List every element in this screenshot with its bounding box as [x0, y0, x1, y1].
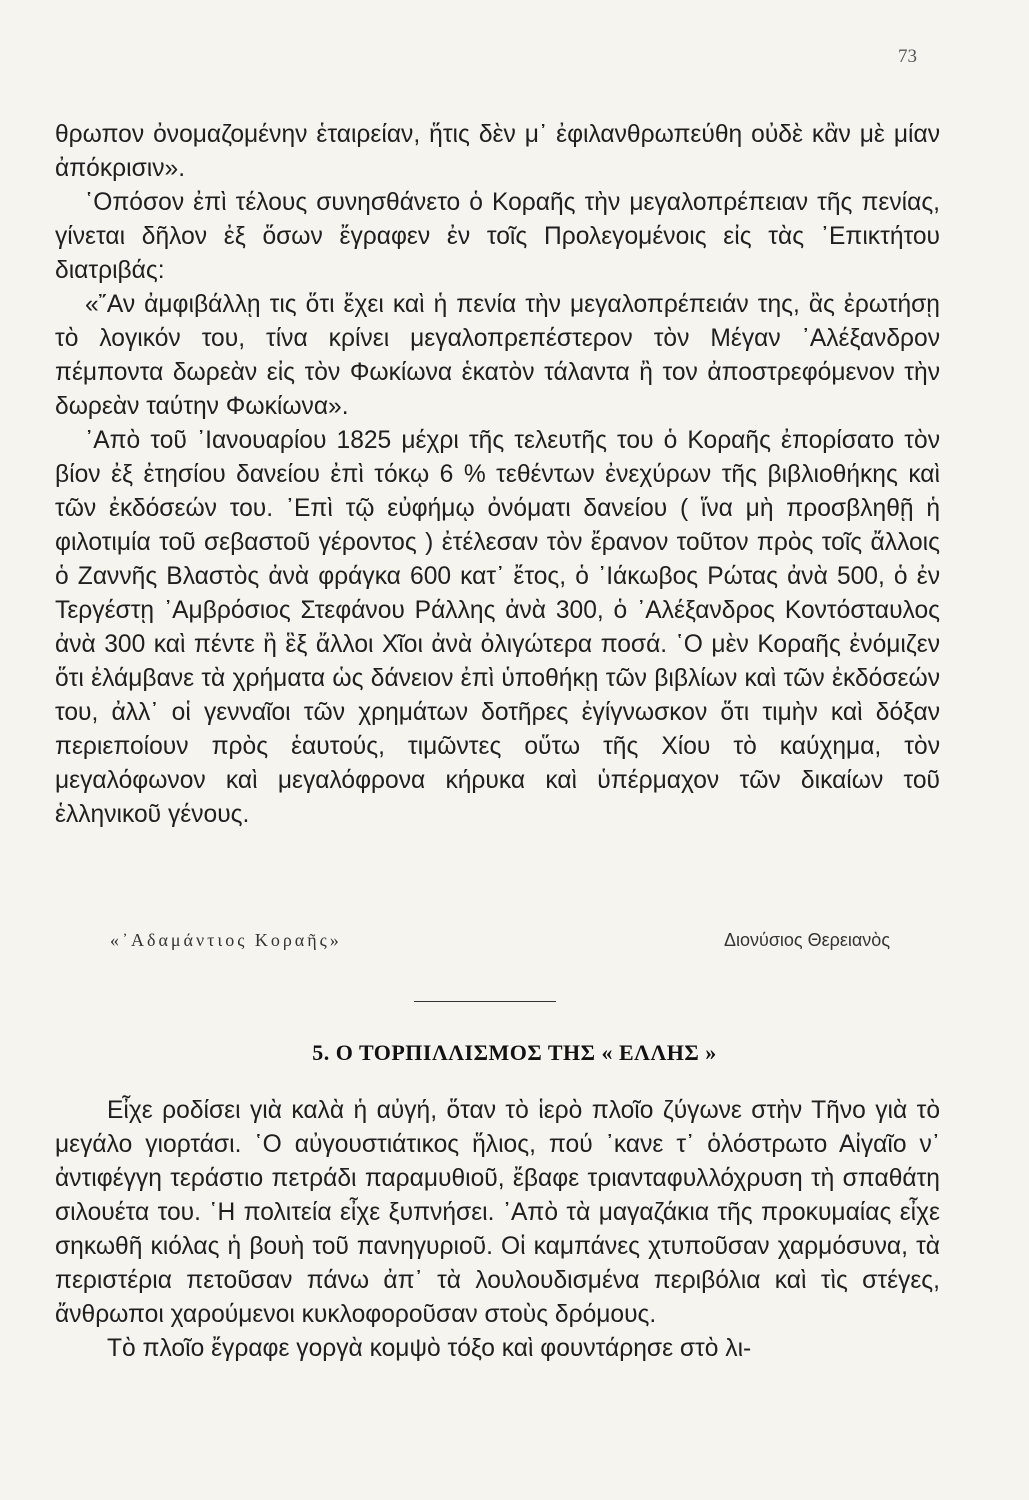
section-divider	[414, 1001, 556, 1002]
section1-body	[55, 118, 940, 832]
paragraph-continued: θρωπον ὀνομαζομένην ἑταιρείαν, ἥτις δὲν μ᾿ ἐφιλανθρωπεύθη οὐδὲ κἂν μὲ μίαν ἀπόκρισιν».	[55, 121, 940, 182]
signature-line	[110, 926, 890, 960]
section2-body	[55, 1094, 940, 1366]
paragraph-quote: «῎Αν ἀμφιβάλλῃ τις ὅτι ἔχει καὶ ἡ πενία τὴν μεγαλοπρέπειάν της, ἂς ἐρωτήσῃ τὸ λογικόν του, τίνα κρίνει μεγαλοπρεπέστερον τὸν Μέγαν ᾿Αλέξανδρον πέμποντα δωρεὰν εἰς τὸν Φωκίωνα ἑκατὸν τάλαντα ἢ τον ἀποστρεφόμενον τὴν δωρεὰν ταύτην Φωκίωνα».	[55, 291, 940, 420]
page-number: 73	[898, 46, 917, 67]
author-name: Διονύσιος Θερειανὸς	[723, 930, 890, 950]
section-title: 5. Ο ΤΟΡΠΙΛΛΙΣΜΟΣ ΤΗΣ « ΕΛΛΗΣ »	[312, 1040, 717, 1065]
paragraph-dawn: Εἶχε ροδίσει γιὰ καλὰ ἡ αὐγή, ὅταν τὸ ἱερὸ πλοῖο ζύγωνε στὴν Τῆνο γιὰ τὸ μεγάλο γιορτάσι. ῾Ο αὐγουστιάτικος ἥλιος, πού ᾿κανε τ᾿ ὁλόστρωτο Αἰγαῖο ν᾿ ἀντιφέγγη τεράστιο πετράδι παραμυθιοῦ, ἔβαφε τριανταφυλλόχρυση τὴ σπαθάτη σιλουέτα του. ῾Η πολιτεία εἶχε ξυπνήσει. ᾿Απὸ τὰ μαγαζάκια τῆς προκυμαίας εἶχε σηκωθῆ κιόλας ἡ βουὴ τοῦ πανηγυριοῦ. Οἱ καμπάνες χτυποῦσαν χαρμόσυνα, τὰ περιστέρια πετοῦσαν πάνω ἀπ᾿ τὰ λουλουδισμένα περιβόλια καὶ τὶς στέγες, ἄνθρωποι χαρούμενοι κυκλοφοροῦσαν στοὺς δρόμους.	[55, 1097, 940, 1328]
paragraph-intro: ῾Οπόσον ἐπὶ τέλους συνησθάνετο ὁ Κοραῆς τὴν μεγαλοπρέπειαν τῆς πενίας, γίνεται δῆλον ἐξ ὅσων ἔγραφεν ἐν τοῖς Προλεγομένοις εἰς τὰς ᾿Επικτήτου διατριβάς:	[55, 189, 940, 284]
paragraph-loan: ᾿Απὸ τοῦ ᾿Ιανουαρίου 1825 μέχρι τῆς τελευτῆς του ὁ Κοραῆς ἐπορίσατο τὸν βίον ἐξ ἐτησίου δανείου ἐπὶ τόκῳ 6 % τεθέντων ἐνεχύρων τῆς βιβλιοθήκης καὶ τῶν ἐκδόσεών του. ᾿Επὶ τῷ εὐφήμῳ ὀνόματι δανείου ( ἵνα μὴ προσβληθῇ ἡ φιλοτιμία τοῦ σεβαστοῦ γέροντος ) ἐτέλεσαν τὸν ἔρανον τοῦτον πρὸς τοῖς ἄλλοις ὁ Ζαννῆς Βλαστὸς ἀνὰ φράγκα 600 κατ᾿ ἔτος, ὁ ᾿Ιάκωβος Ρώτας ἀνὰ 500, ὁ ἐν Τεργέστῃ ᾿Αμβρόσιος Στεφάνου Ράλλης ἀνὰ 300, ὁ ᾿Αλέξανδρος Κοντόσταυλος ἀνὰ 300 καὶ πέντε ἢ ἓξ ἄλλοι Χῖοι ἀνὰ ὀλιγώτερα ποσά. ῾Ο μὲν Κοραῆς ἐνόμιζεν ὅτι ἐλάμβανε τὰ χρήματα ὡς δάνειον ἐπὶ ὑποθήκῃ τῶν βιβλίων καὶ τῶν ἐκδόσεών του, ἀλλ᾿ οἱ γενναῖοι τῶν χρημάτων δοτῆρες ἐγίγνωσκον ὅτι τιμὴν καὶ δόξαν περιεποίουν πρὸς ἑαυτούς, τιμῶντες οὕτω τῆς Χίου τὸ καύχημα, τὸν μεγαλόφωνον καὶ μεγαλόφρονα κήρυκα καὶ ὑπέρμαχον τῶν δικαίων τοῦ ἑλληνικοῦ γένους.	[55, 427, 940, 828]
paragraph-ship: Τὸ πλοῖο ἔγραφε γοργὰ κομψὸ τόξο καὶ φουντάρησε στὸ λι-	[107, 1335, 752, 1362]
source-citation: «᾿Αδαμάντιος Κοραῆς»	[110, 930, 342, 950]
